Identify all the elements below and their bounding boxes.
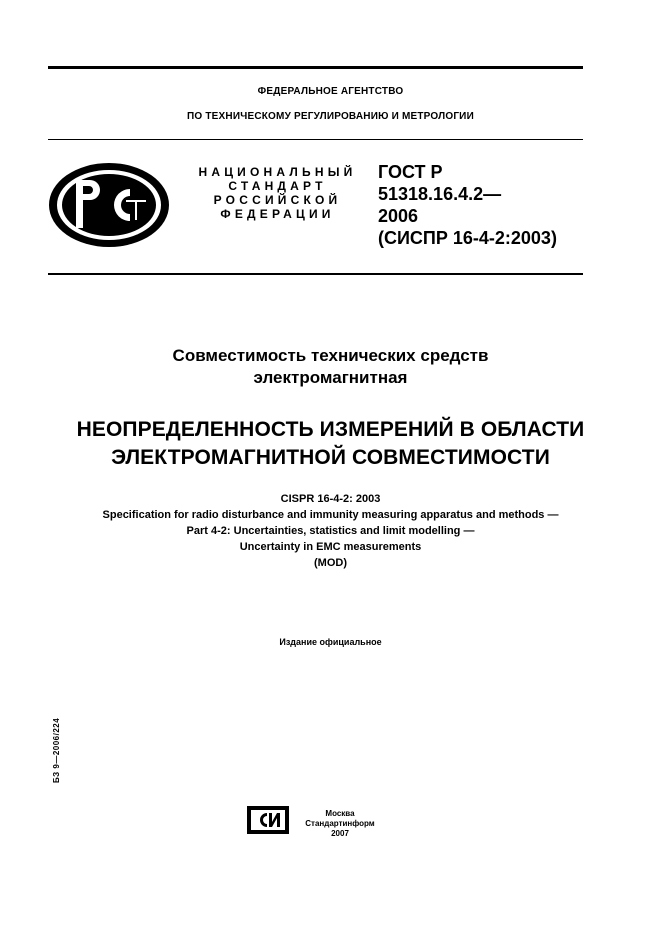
- rst-logo-svg: [46, 160, 172, 250]
- gost-line-3: 2006: [378, 206, 419, 226]
- standartinform-logo: [247, 806, 289, 834]
- gost-line-4: (СИСПР 16-4-2:2003): [378, 228, 557, 248]
- english-line-5: (MOD): [314, 557, 347, 569]
- publisher-name: Стандартинформ: [305, 819, 375, 828]
- edition-label: Издание официальное: [279, 637, 382, 647]
- agency-rule: [48, 139, 583, 140]
- publisher-info: [292, 809, 388, 839]
- rst-certification-logo: [46, 160, 172, 250]
- english-title: [0, 491, 661, 571]
- agency-line-2: ПО ТЕХНИЧЕСКОМУ РЕГУЛИРОВАНИЮ И МЕТРОЛОГИИ: [187, 111, 474, 122]
- gost-line-1: ГОСТ Р: [378, 162, 443, 182]
- national-standard-label: [190, 165, 365, 221]
- main-title-line-2: ЭЛЕКТРОМАГНИТНОЙ СОВМЕСТИМОСТИ: [111, 446, 550, 469]
- publisher-year: 2007: [331, 829, 349, 838]
- national-line-1: НАЦИОНАЛЬНЫЙ: [198, 165, 357, 179]
- gost-designation: [378, 161, 598, 249]
- gost-line-2: 51318.16.4.2—: [378, 184, 502, 204]
- english-line-4: Uncertainty in EMC measurements: [239, 541, 422, 553]
- national-line-4: ФЕДЕРАЦИИ: [220, 207, 335, 221]
- english-line-3: Part 4-2: Uncertainties, statistics and limit modelling —: [186, 525, 475, 537]
- national-line-2: СТАНДАРТ: [228, 179, 327, 193]
- subtitle-line-2: электромагнитная: [253, 368, 408, 387]
- subtitle-line-1: Совместимость технических средств: [172, 346, 489, 365]
- header-rule: [48, 273, 583, 275]
- english-line-1: CISPR 16-4-2: 2003: [280, 493, 381, 505]
- national-line-3: РОССИЙСКОЙ: [213, 193, 342, 207]
- top-rule: [48, 66, 583, 69]
- agency-line-1: ФЕДЕРАЛЬНОЕ АГЕНТСТВО: [257, 86, 404, 97]
- publisher-city: Москва: [325, 809, 355, 818]
- english-line-2: Specification for radio disturbance and immunity measuring apparatus and methods —: [102, 509, 559, 521]
- main-title-line-1: НЕОПРЕДЕЛЕННОСТЬ ИЗМЕРЕНИЙ В ОБЛАСТИ: [76, 418, 585, 441]
- publisher-logo-svg: [247, 806, 289, 834]
- side-code: БЗ 9—2006/224: [52, 717, 61, 783]
